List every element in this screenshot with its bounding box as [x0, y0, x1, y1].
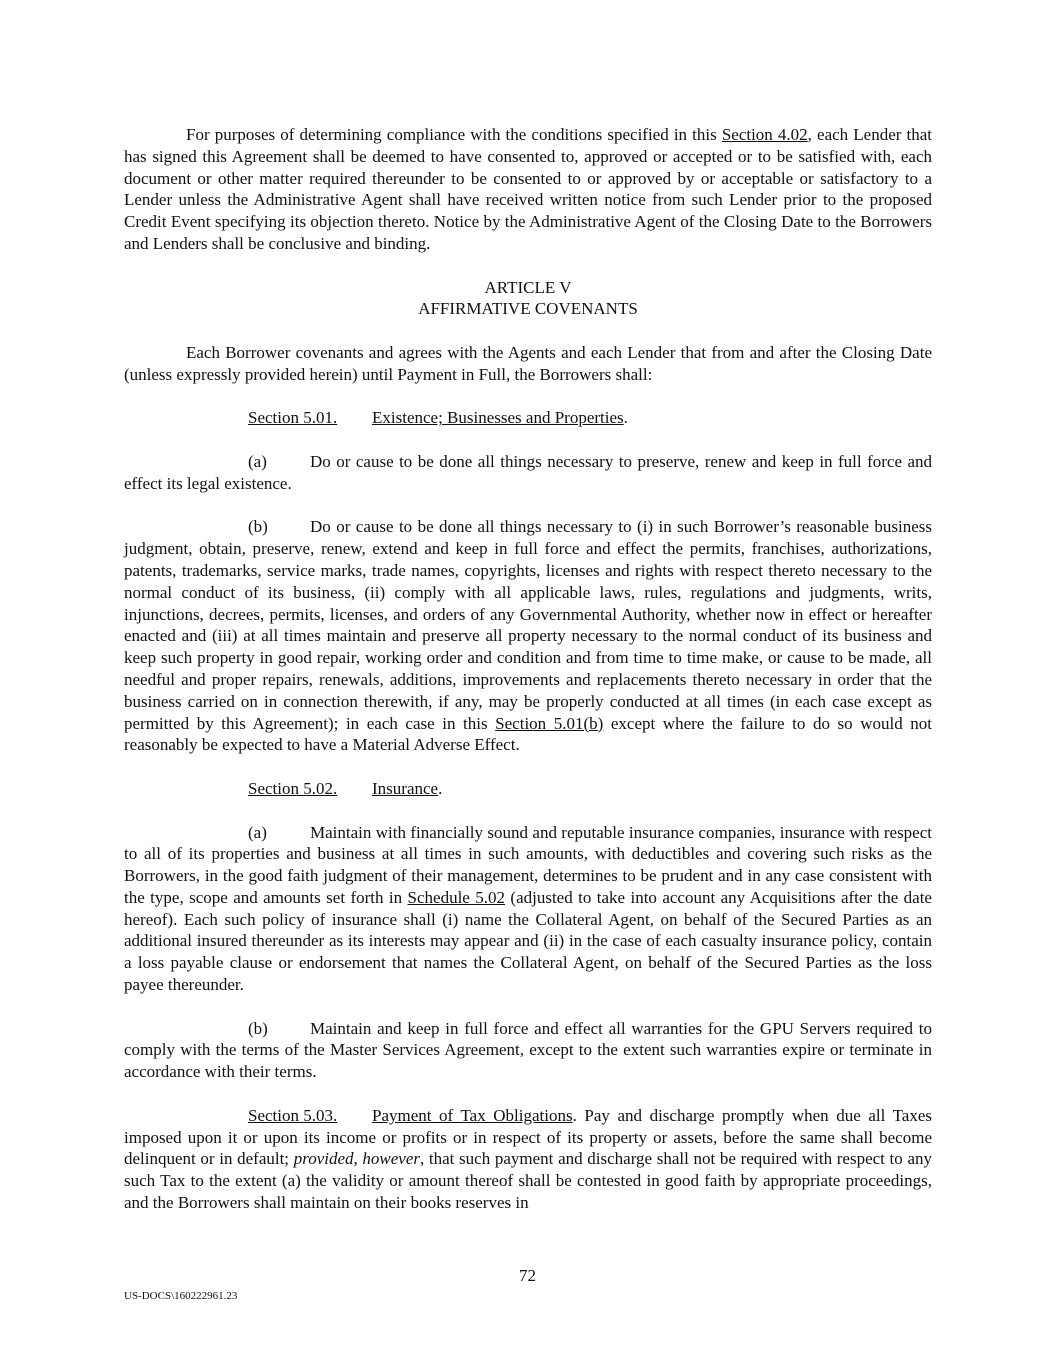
document-id: US-DOCS\160222961.23	[124, 1290, 238, 1302]
italic-text: provided, however	[293, 1149, 420, 1169]
text-span: , each Lender that has signed this Agreement shall be deemed to have consented to, approved or accepted or to be satisfied with, each document or other matter required thereunder to be consented to or approved by or acceptable or satisfactory to a Lender unless the Administrative Agent shall have received written notice from such Lender prior to the proposed Credit Event specifying its objection thereto. Notice by the Administrative Agent of the Closing Date to the Borrowers and Lenders shall be conclusive and binding.	[124, 125, 932, 253]
clause-label: (a)	[248, 822, 267, 842]
section-heading-5-01: Section 5.01. Existence; Businesses and Properties.	[248, 408, 628, 428]
clause-5-01-a	[124, 451, 932, 495]
clause-text: Pay and discharge promptly when due all Taxes imposed upon it or upon its income or profits or in respect of its property or assets, before the same shall become delinquent or in default;	[124, 1105, 932, 1169]
section-title: Existence; Businesses and Properties	[372, 408, 624, 428]
paragraph-compliance	[124, 124, 932, 255]
section-5-03-paragraph: Section 5.03. Payment of Tax Obligations. Pay and discharge promptly when due all Taxes imposed upon it or upon its income or profits or in respect of its property or assets, before the same shall become delinquent or in default; provided, however, that such payment and discharge shall not be required with respect to any such Tax to the extent (a) the validity or amount thereof shall be contested in good faith by appropriate proceedings, and the Borrowers shall maintain on their books reserves in	[124, 1105, 932, 1213]
document-page	[124, 124, 932, 1236]
schedule-reference: Schedule 5.02	[407, 887, 505, 907]
section-number: Section 5.02.	[248, 778, 338, 798]
article-heading	[124, 277, 932, 321]
clause-5-02-a	[124, 822, 932, 996]
section-number: Section 5.01.	[248, 408, 338, 428]
page-number: 72	[519, 1266, 536, 1285]
section-title: Insurance	[372, 778, 439, 798]
section-number: Section 5.03.	[248, 1105, 338, 1125]
clause-5-02-b	[124, 1018, 932, 1083]
clause-text: (adjusted to take into account any Acquisitions after the date hereof). Each such policy of insurance shall (i) name the Collateral Agent, on behalf of the Secured Parties as an additional insured thereunder as its interests may appear and (ii) in the case of each casualty insurance policy, contain a loss payable clause or endorsement that names the Collateral Agent, on behalf of the Secured Parties as the loss payee thereunder.	[124, 887, 932, 995]
section-reference: Section 5.01(b)	[495, 713, 604, 733]
clause-text: except where the failure to do so would not reasonably be expected to have a Material Adverse Effect.	[124, 713, 932, 755]
clause-text: Do or cause to be done all things necessary to (i) in such Borrower’s reasonable business judgment, obtain, preserve, renew, extend and keep in full force and effect the permits, franchises, authorizations, patents, trademarks, service marks, trade names, copyrights, licenses and rights with respect thereto necessary to the normal conduct of its business, (ii) comply with all applicable laws, rules, regulations and judgments, writs, injunctions, decrees, permits, licenses, and orders of any Governmental Authority, whether now in effect or hereafter enacted and (iii) at all times maintain and preserve all property necessary to the normal conduct of its business and keep such property in good repair, working order and condition and from time to time make, or cause to be made, all needful and proper repairs, renewals, additions, improvements and replacements thereto necessary in order that the business carried on in connection therewith, if any, may be properly conducted at all times (in each case except as permitted by this Agreement); in each case in this	[124, 517, 932, 733]
clause-label: (a)	[248, 451, 267, 471]
clause-text: , that such payment and discharge shall not be required with respect to any such Tax to the extent (a) the validity or amount thereof shall be contested in good faith by appropriate proceedings, and the Borrowers shall maintain on their books reserves in	[124, 1149, 932, 1213]
clause-5-01-b	[124, 516, 932, 756]
article-number: ARTICLE V	[484, 277, 572, 297]
section-heading-5-02: Section 5.02. Insurance.	[248, 778, 443, 798]
clause-text: Do or cause to be done all things necessary to preserve, renew and keep in full force and effect its legal existence.	[124, 451, 932, 493]
text-span: For purposes of determining compliance with the conditions specified in this	[186, 125, 722, 144]
clause-label: (b)	[248, 517, 268, 537]
clause-label: (b)	[248, 1018, 268, 1038]
article-intro: Each Borrower covenants and agrees with the Agents and each Lender that from and after the Closing Date (unless expressly provided herein) until Payment in Full, the Borrowers shall:	[124, 342, 932, 384]
section-reference: Section 4.02	[721, 125, 808, 144]
clause-text: Maintain and keep in full force and effect all warranties for the GPU Servers required to comply with the terms of the Master Services Agreement, except to the extent such warranties expire or terminate in accordance with their terms.	[124, 1018, 932, 1082]
section-title: Payment of Tax Obligations	[372, 1105, 573, 1125]
article-title: AFFIRMATIVE COVENANTS	[418, 299, 638, 319]
clause-text: Maintain with financially sound and reputable insurance companies, insurance with respect to all of its properties and business at all times in such amounts, with deductibles and covering such risks as the Borrowers, in the good faith judgment of their management, determines to be prudent and in any case consistent with the type, scope and amounts set forth in	[124, 822, 932, 907]
